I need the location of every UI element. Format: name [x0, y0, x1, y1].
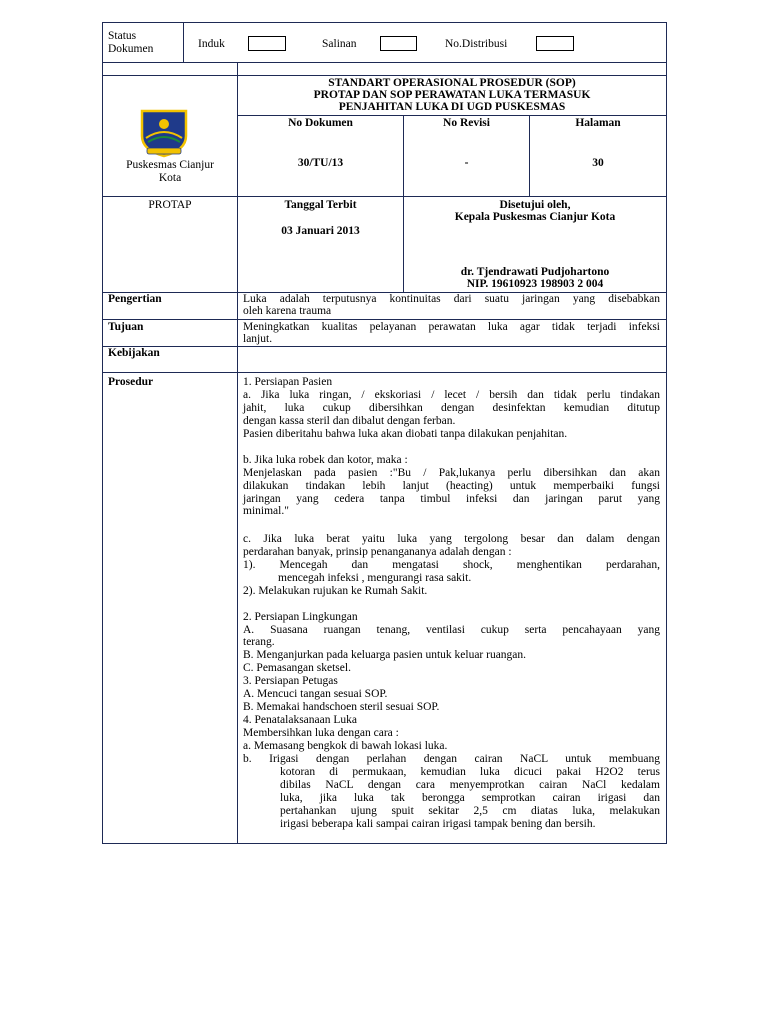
shield-emblem-icon	[138, 108, 190, 158]
rule	[102, 372, 667, 373]
halaman-label: Halaman	[575, 117, 621, 129]
section-persiapan-pasien: 1. Persiapan Pasien	[243, 376, 333, 388]
list-item: Menjelaskan pada pasien :"Bu / Pak,lukanya perlu dibersihkan dan akan	[243, 467, 660, 479]
rule	[102, 75, 667, 76]
title-line-2: PROTAP DAN SOP PERAWATAN LUKA TERMASUK	[313, 89, 591, 101]
tujuan-label: Tujuan	[108, 321, 144, 333]
list-item: b. Jika luka robek dan kotor, maka :	[243, 454, 408, 466]
org-name: Puskesmas Cianjur Kota	[126, 159, 214, 184]
no-dokumen-value: 30/TU/13	[297, 157, 344, 169]
rule	[237, 62, 238, 843]
title-line-3: PENJAHITAN LUKA DI UGD PUSKESMAS	[338, 101, 566, 113]
list-item: B. Menganjurkan pada keluarga pasien untuk keluar ruangan.	[243, 649, 527, 661]
disetujui-label: Disetujui oleh,	[499, 199, 571, 211]
rule	[102, 346, 667, 347]
list-item: terang.	[243, 636, 275, 648]
list-item: perdarahan banyak, prinsip penangananya adalah dengan :	[243, 546, 512, 558]
rule	[102, 22, 103, 843]
list-item: 1). Mencegah dan mengatasi shock, menghentikan perdarahan,	[243, 559, 660, 571]
signatory-name: dr. Tjendrawati Pudjohartono	[460, 266, 610, 278]
list-item: b. Irigasi dengan perlahan dengan cairan NaCL untuk membuang	[243, 753, 660, 765]
salinan-checkbox[interactable]	[380, 36, 417, 51]
tanggal-terbit-label: Tanggal Terbit	[284, 199, 357, 211]
list-item: Pasien diberitahu bahwa luka akan diobati tanpa dilakukan penjahitan.	[243, 428, 568, 440]
rule	[183, 22, 184, 62]
section-penatalaksanaan-luka: 4. Penatalaksanaan Luka	[243, 714, 357, 726]
tanggal-terbit-value: 03 Januari 2013	[281, 225, 360, 237]
puskesmas-logo	[138, 108, 190, 158]
jabatan-text: Kepala Puskesmas Cianjur Kota	[454, 211, 616, 223]
rule	[237, 115, 667, 116]
list-item: Membersihkan luka dengan cara :	[243, 727, 399, 739]
induk-checkbox[interactable]	[248, 36, 286, 51]
distribusi-label: No.Distribusi	[445, 38, 508, 50]
list-item: dibilas NaCL dengan cara menyemprotkan cairan NaCl kedalam	[280, 779, 660, 791]
list-item: pertahankan ujung spuit sekitar 2,5 cm diatas luka, melakukan	[280, 805, 660, 817]
no-dokumen-label: No Dokumen	[288, 117, 353, 129]
title-line-1: STANDART OPERASIONAL PROSEDUR (SOP)	[328, 77, 576, 89]
protap-label: PROTAP	[148, 199, 192, 211]
list-item: 2). Melakukan rujukan ke Rumah Sakit.	[243, 585, 428, 597]
list-item: A. Mencuci tangan sesuai SOP.	[243, 688, 388, 700]
list-item: dilakukan tindakan lebih lanjut (heacting) untuk memperbaiki fungsi	[243, 480, 660, 492]
list-item: a. Jika luka ringan, / ekskoriasi / lecet / bersih dan tidak perlu tindakan	[243, 389, 660, 401]
induk-label: Induk	[198, 38, 225, 50]
distribusi-checkbox[interactable]	[536, 36, 574, 51]
prosedur-label: Prosedur	[108, 376, 154, 388]
list-item: luka, jika luka tak berongga semprotkan cairan irigasi dan	[280, 792, 660, 804]
rule	[102, 843, 667, 844]
list-item: dengan kassa steril dan dibalut dengan ferban.	[243, 415, 456, 427]
salinan-label: Salinan	[322, 38, 357, 50]
pengertian-text-1: Luka adalah terputusnya kontinuitas dari suatu jaringan yang disebabkan	[243, 293, 660, 305]
status-dokumen-label: Status Dokumen	[108, 30, 154, 55]
list-item: irigasi beberapa kali sampai cairan irigasi tampak bening dan bersih.	[280, 818, 596, 830]
list-item: mencegah infeksi , mengurangi rasa sakit.	[278, 572, 472, 584]
list-item: minimal."	[243, 505, 289, 517]
list-item: jahit, luka cukup dibersihkan dengan desinfektan kemudian ditutup	[243, 402, 660, 414]
rule	[102, 62, 667, 63]
no-revisi-label: No Revisi	[443, 117, 490, 129]
list-item: c. Jika luka berat yaitu luka yang tergolong besar dan dalam dengan	[243, 533, 660, 545]
tujuan-text-1: Meningkatkan kualitas pelayanan perawatan luka agar tidak terjadi infeksi	[243, 321, 660, 333]
list-item: jaringan yang cedera tanpa timbul infeksi dan jaringan parut yang	[243, 493, 660, 505]
halaman-value: 30	[592, 157, 604, 169]
rule	[102, 196, 667, 197]
signatory-nip: NIP. 19610923 198903 2 004	[466, 278, 604, 290]
kebijakan-label: Kebijakan	[108, 347, 160, 359]
pengertian-text-2: oleh karena trauma	[243, 305, 332, 317]
list-item: a. Memasang bengkok di bawah lokasi luka.	[243, 740, 448, 752]
list-item: A. Suasana ruangan tenang, ventilasi cukup serta pencahayaan yang	[243, 624, 660, 636]
section-persiapan-petugas: 3. Persiapan Petugas	[243, 675, 338, 687]
rule	[666, 22, 667, 843]
list-item: kotoran di permukaan, kemudian luka dicuci pakai H2O2 terus	[280, 766, 660, 778]
list-item: B. Memakai handschoen steril sesuai SOP.	[243, 701, 440, 713]
tujuan-text-2: lanjut.	[243, 333, 273, 345]
list-item: C. Pemasangan sketsel.	[243, 662, 351, 674]
section-persiapan-lingkungan: 2. Persiapan Lingkungan	[243, 611, 358, 623]
pengertian-label: Pengertian	[108, 293, 162, 305]
rule	[102, 22, 667, 23]
rule	[102, 319, 667, 320]
no-revisi-value: -	[464, 157, 469, 169]
